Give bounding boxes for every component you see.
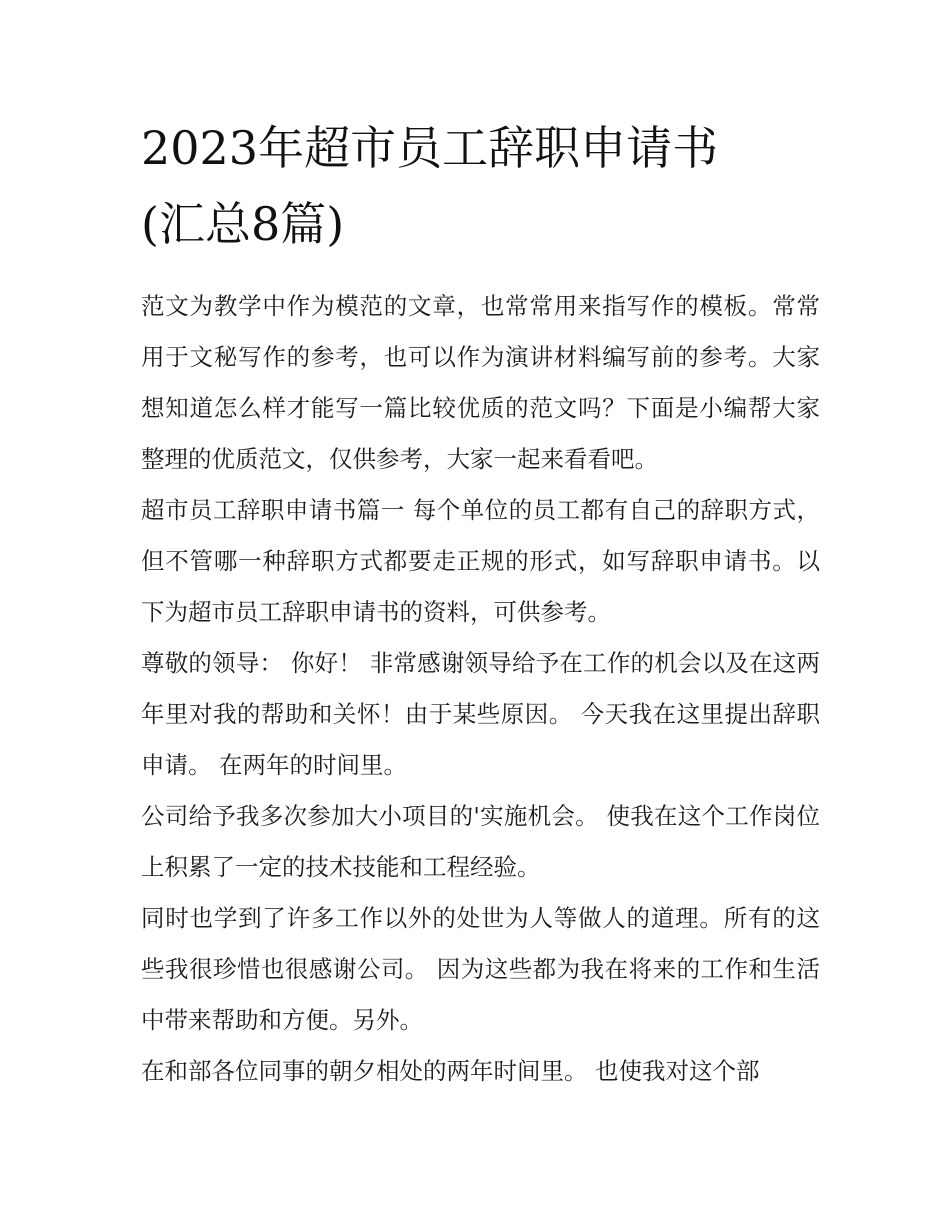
paragraph-gratitude: 同时也学到了许多工作以外的处世为人等做人的道理。所有的这些我很珍惜也很感谢公司。 因为这些都为我在将来的工作和生活中带来帮助和方便。另外。 — [141, 904, 820, 1034]
paragraph-colleagues: 在和部各位同事的朝夕相处的两年时间里。 也使我对这个部 — [141, 1057, 760, 1085]
document-title — [141, 0, 820, 262]
title-line-2: (汇总8篇) — [141, 197, 345, 251]
document-body — [141, 281, 820, 1097]
title-line-1: 2023年超市员工辞职申请书 — [141, 121, 719, 175]
paragraph-section-one: 超市员工辞职申请书篇一 每个单位的员工都有自己的辞职方式，但不管哪一种辞职方式都要走正规的形式，如写辞职申请书。以下为超市员工辞职申请书的资料，可供参考。 — [141, 496, 820, 626]
paragraph-salutation: 尊敬的领导： 你好！ 非常感谢领导给予在工作的机会以及在这两年里对我的帮助和关怀！由于某些原因。 今天我在这里提出辞职申请。 在两年的时间里。 — [141, 649, 820, 779]
paragraph-intro: 范文为教学中作为模范的文章，也常常用来指写作的模板。常常用于文秘写作的参考，也可以作为演讲材料编写前的参考。大家想知道怎么样才能写一篇比较优质的范文吗？下面是小编帮大家整理的优质范文，仅供参考，大家一起来看看吧。 — [141, 292, 820, 473]
paragraph-opportunity: 公司给予我多次参加大小项目的'实施机会。 使我在这个工作岗位上积累了一定的技术技能和工程经验。 — [141, 802, 820, 881]
